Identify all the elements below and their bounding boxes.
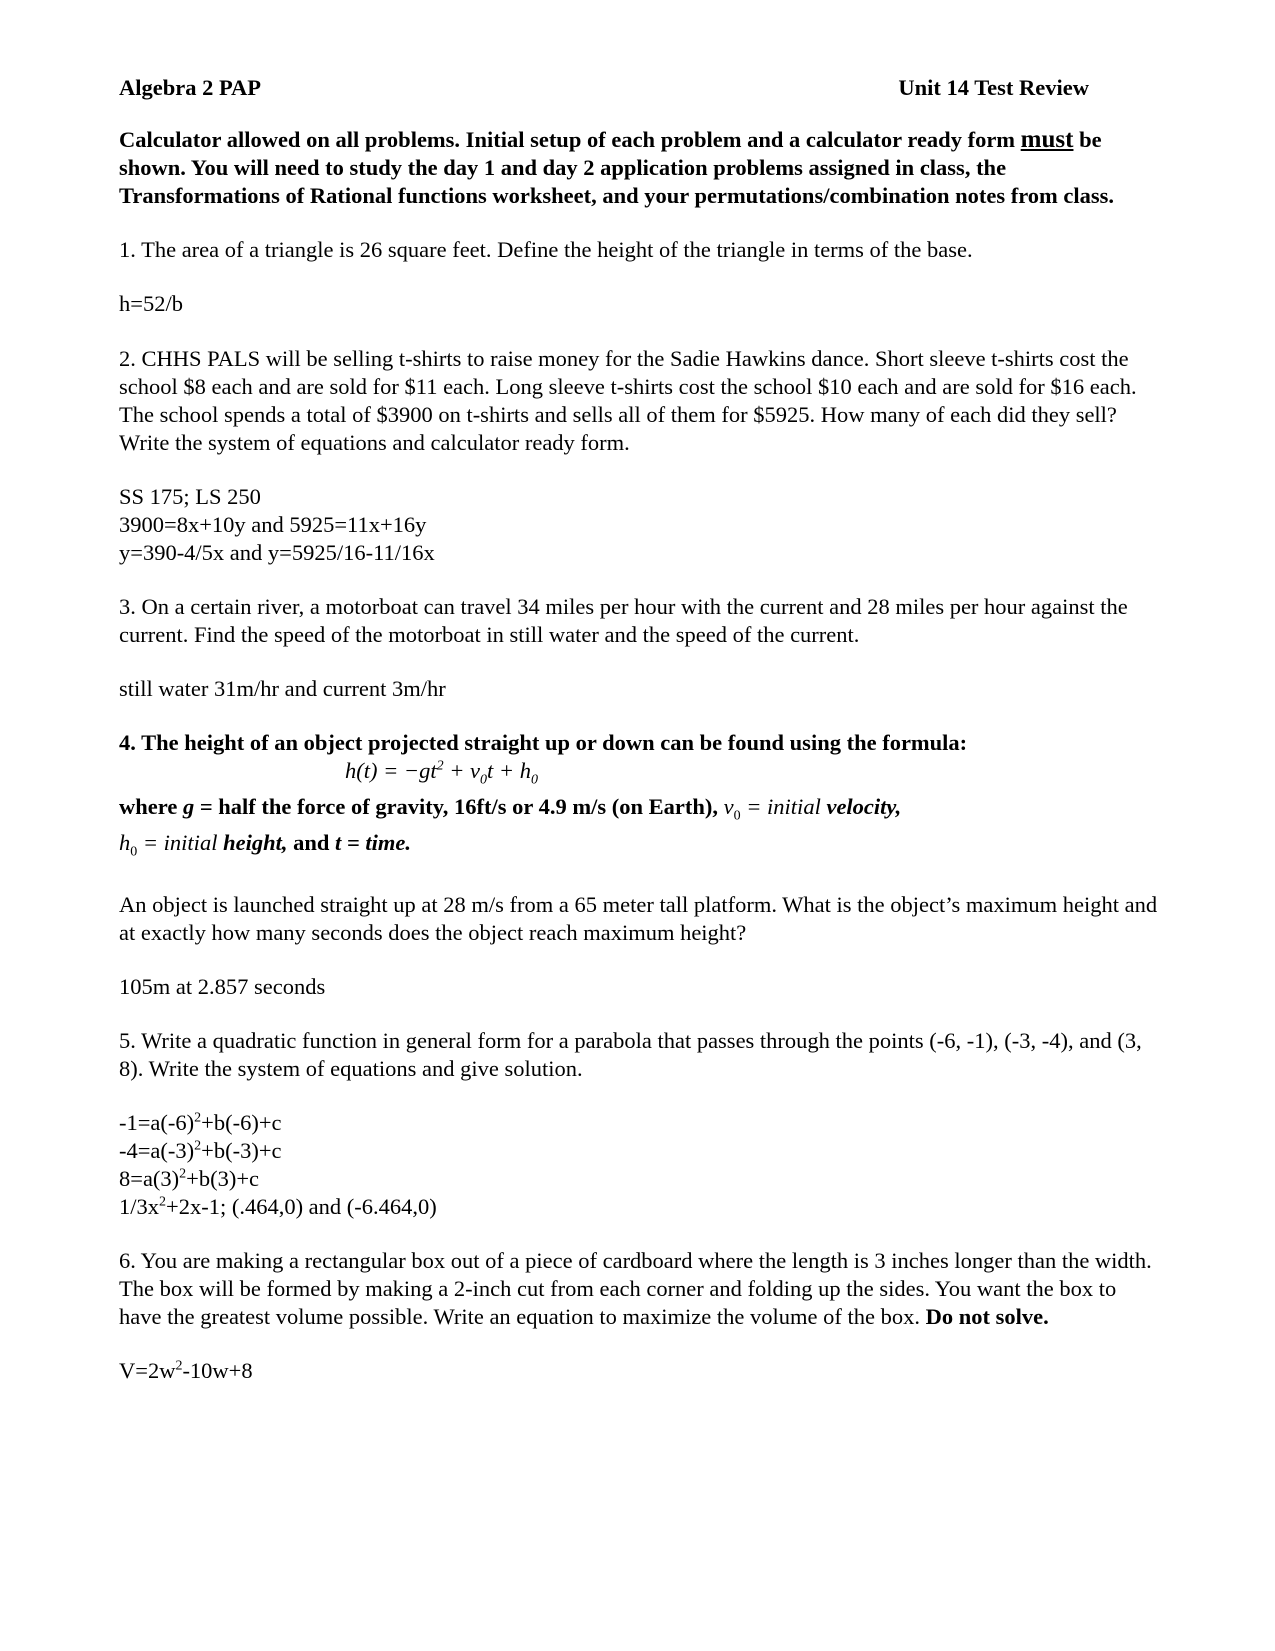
answer-line: $8=a(3)^2+b(3)+c$ <box>119 1166 260 1191</box>
question-3: 3. On a certain river, a motorboat can travel 34 miles per hour with the current and 28 miles per hour against the current. Find the speed of the motorboat in still water and the speed of the current. <box>119 594 1128 647</box>
answer-line: SS 175; LS 250 <box>119 484 261 509</box>
instructions: Calculator allowed on all problems. Initial setup of each problem and a calculator ready form must be shown. You will need to study the day 1 and day 2 application problems assigned in class, the Transformations of Rational functions worksheet, and your permutations/combination notes from class. <box>119 126 1115 208</box>
answer-line: y=390-4/5x and y=5925/16-11/16x <box>119 540 435 565</box>
question-6: 6. You are making a rectangular box out of a piece of cardboard where the length is 3 inches longer than the width. The box will be formed by making a 2-inch cut from each corner and folding up the sides. You want the box to have the greatest volume possible. Write an equation to maximize the volume of the box. Do not solve. <box>119 1248 1152 1329</box>
header <box>119 74 1089 102</box>
answer-5 <box>119 1109 1159 1221</box>
answer-line: $1/3x^2+2x-1$; (.464,0) and (-6.464,0) <box>119 1194 437 1219</box>
course-title: Algebra 2 PAP <box>119 75 262 100</box>
question-1: 1. The area of a triangle is 26 square feet. Define the height of the triangle in terms of the base. <box>119 237 973 262</box>
document-page <box>119 74 1159 1385</box>
unit-title: Unit 14 Test Review <box>898 75 1089 100</box>
answer-4: 105m at 2.857 seconds <box>119 974 326 999</box>
question-2: 2. CHHS PALS will be selling t-shirts to raise money for the Sadie Hawkins dance. Short sleeve t-shirts cost the school $8 each and are sold for $11 each. Long sleeve t-shirts cost the school $10 each and are sold for $16 each. The school spends a total of $3900 on t-shirts and sells all of them for $5925. How many of each did they sell? Write the system of equations and calculator ready form. <box>119 346 1137 455</box>
height-formula: $h(t) = -gt^2 + v_0t + h_0$ <box>345 758 538 788</box>
question-5: 5. Write a quadratic function in general form for a parabola that passes through the points (-6, -1), (-3, -4), and (3, 8). Write the system of equations and give solution. <box>119 1028 1142 1081</box>
question-4-problem: An object is launched straight up at 28 m/s from a 65 meter tall platform. What is the object’s maximum height and at exactly how many seconds does the object reach maximum height? <box>119 892 1158 945</box>
question-4-intro: 4. The height of an object projected straight up or down can be found using the formula: <box>119 730 968 755</box>
must-emphasis: must <box>1020 126 1074 153</box>
answer-2 <box>119 483 1159 567</box>
answer-line: $-1=a(-6)^2+b(-6)+c$ <box>119 1110 282 1135</box>
formula-definitions-2: $h_0$ = initial height, and t = time. <box>119 830 411 860</box>
answer-line: 3900=8x+10y and 5925=11x+16y <box>119 512 427 537</box>
answer-6: $V=2w^2-10w+8$ <box>119 1358 253 1383</box>
answer-3: still water 31m/hr and current 3m/hr <box>119 676 446 701</box>
answer-1: h=52/b <box>119 291 183 316</box>
formula-definitions: where g = half the force of gravity, 16ft/s or 4.9 m/s (on Earth), $v_0$ = initial velocity, <box>119 794 902 824</box>
answer-line: $-4=a(-3)^2+b(-3)+c$ <box>119 1138 282 1163</box>
